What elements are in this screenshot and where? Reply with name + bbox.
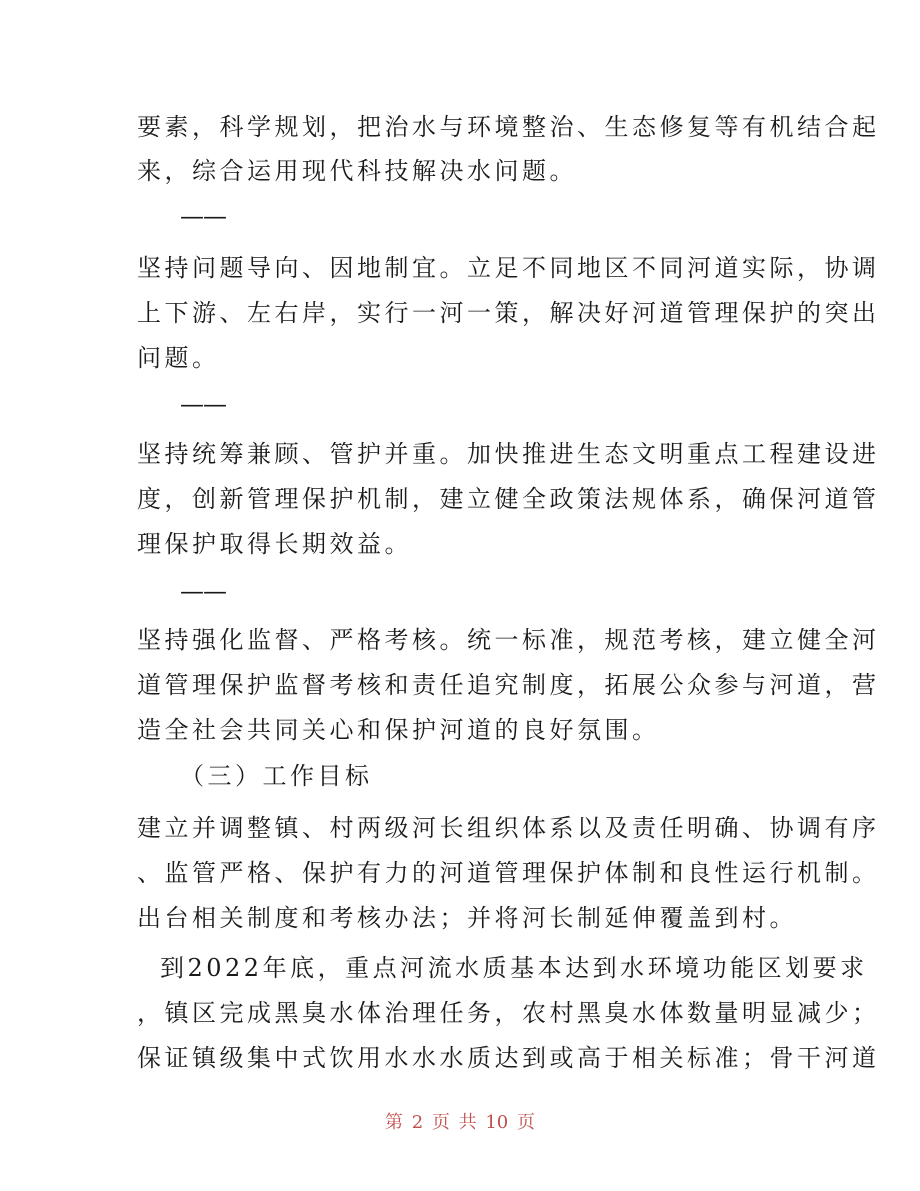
text-line: 坚持问题导向、因地制宜。立足不同地区不同河道实际，协调 xyxy=(137,254,880,282)
text-line: 、监管严格、保护有力的河道管理保护体制和良性运行机制。 xyxy=(137,859,880,887)
text-line: 造全社会共同关心和保护河道的良好氛围。 xyxy=(137,716,660,744)
page-footer xyxy=(0,1111,920,1135)
text-line: 坚持强化监督、严格考核。统一标准，规范考核，建立健全河 xyxy=(137,626,880,654)
text-line: 道管理保护监督考核和责任追究制度，拓展公众参与河道，营 xyxy=(137,671,880,699)
text-line: 要素，科学规划，把治水与环境整治、生态修复等有机结合起 xyxy=(137,113,880,141)
text-line: 建立并调整镇、村两级河长组织体系以及责任明确、协调有序 xyxy=(137,814,880,842)
dash-separator: —— xyxy=(180,202,226,230)
dash-separator: —— xyxy=(180,390,226,418)
text-line: 问题。 xyxy=(137,344,220,372)
text-line: 到2022年底，重点河流水质基本达到水环境功能区划要求 xyxy=(160,954,868,982)
text-line: 出台相关制度和考核办法；并将河长制延伸覆盖到村。 xyxy=(137,904,797,932)
text-line: 理保护取得长期效益。 xyxy=(137,530,412,558)
section-heading: （三）工作目标 xyxy=(180,762,373,790)
text-line: 来，综合运用现代科技解决水问题。 xyxy=(137,157,577,185)
text-line: ，镇区完成黑臭水体治理任务，农村黑臭水体数量明显减少； xyxy=(137,999,880,1027)
text-line: 度，创新管理保护机制，建立健全政策法规体系，确保河道管 xyxy=(137,485,880,513)
text-line: 坚持统筹兼顾、管护并重。加快推进生态文明重点工程建设进 xyxy=(137,440,880,468)
page-number-label: 第 2 页 共 10 页 xyxy=(385,1112,535,1133)
text-line: 保证镇级集中式饮用水水水质达到或高于相关标准；骨干河道 xyxy=(137,1044,880,1072)
text-line: 上下游、左右岸，实行一河一策，解决好河道管理保护的突出 xyxy=(137,299,880,327)
dash-separator: —— xyxy=(180,577,226,605)
